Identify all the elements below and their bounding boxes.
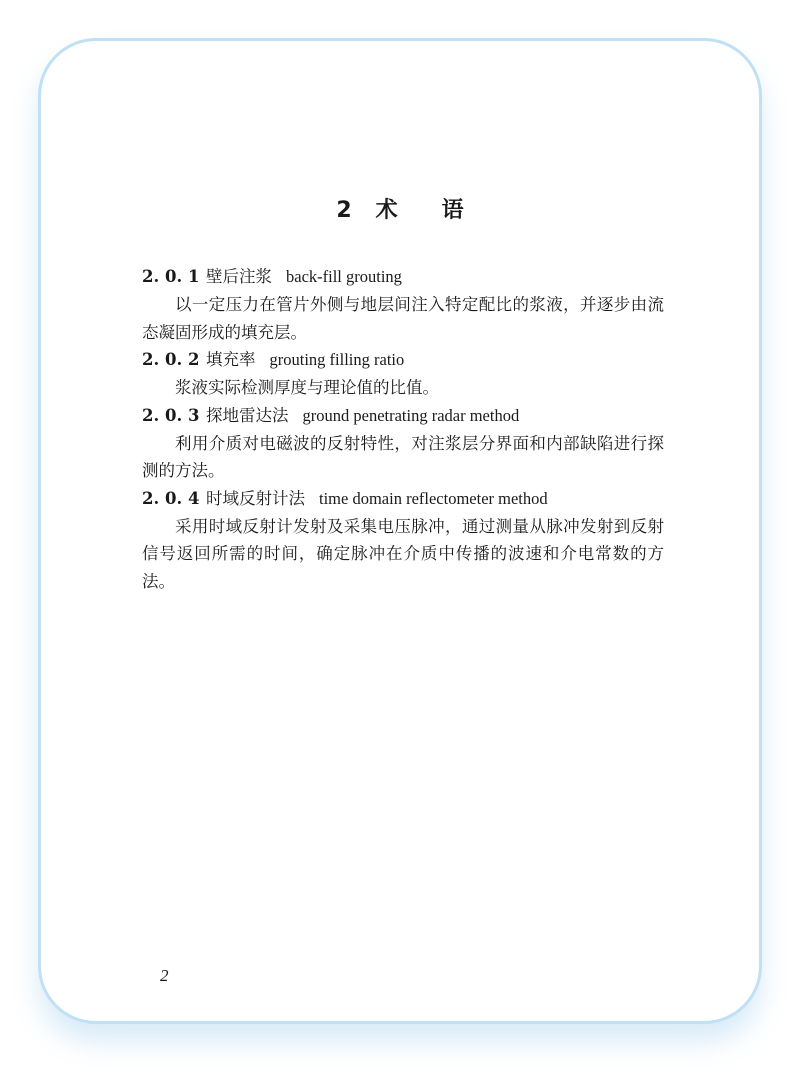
chapter-title [0,196,800,226]
term-number: 2. 0. 3 [142,405,200,425]
term-entry [142,485,664,596]
term-number: 2. 0. 4 [142,488,200,508]
term-definition: 浆液实际检测厚度与理论值的比值。 [175,378,439,397]
chapter-title-part1: 术 [375,198,398,223]
page-number: 2 [160,966,169,985]
term-entry [142,346,664,402]
term-english: back-fill grouting [286,267,402,286]
terms-list [142,263,664,595]
term-chinese: 壁后注浆 [206,267,272,286]
term-english: grouting filling ratio [269,350,405,369]
term-definition: 采用时域反射计发射及采集电压脉冲，通过测量从脉冲发射到反射信号返回所需的时间，确定脉冲在介质中传播的波速和介电常数的方法。 [142,516,664,591]
term-definition: 利用介质对电磁波的反射特性，对注浆层分界面和内部缺陷进行探测的方法。 [142,433,664,480]
term-definition: 以一定压力在管片外侧与地层间注入特定配比的浆液，并逐步由流态凝固形成的填充层。 [142,295,664,342]
term-entry [142,263,664,346]
term-heading [142,485,664,513]
term-heading [142,402,664,430]
term-chinese: 时域反射计法 [206,488,305,508]
term-heading [142,263,664,291]
term-chinese: 填充率 [206,350,256,369]
term-chinese: 探地雷达法 [206,405,289,425]
term-english: ground penetrating radar method [302,405,520,425]
chapter-title-part2: 语 [441,198,464,223]
term-heading [142,346,664,374]
term-number: 2. 0. 2 [142,350,200,369]
chapter-number: 2 [336,198,352,223]
term-number: 2. 0. 1 [142,267,200,286]
term-english: time domain reflectometer method [319,488,548,508]
term-entry [142,402,664,485]
